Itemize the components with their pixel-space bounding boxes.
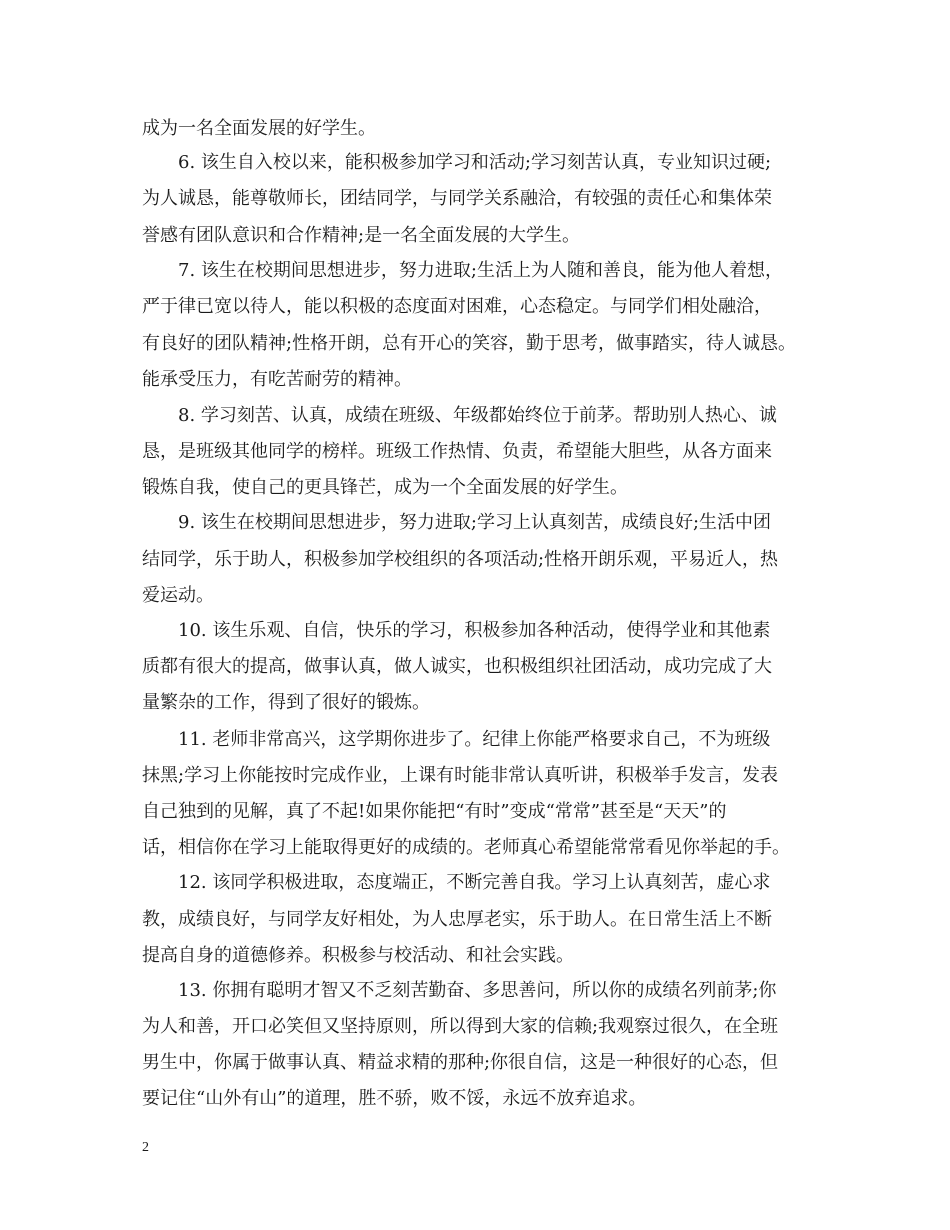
- comment-8-line: 8. 学习刻苦、认真，成绩在班级、年级都始终位于前茅。帮助别人热心、诚: [178, 405, 777, 426]
- comment-10-line: 10. 该生乐观、自信，快乐的学习，积极参加各种活动，使得学业和其他素: [178, 620, 771, 641]
- text-line: 要记住“山外有山”的道理，胜不骄，败不馁，永远不放弃追求。: [142, 1088, 647, 1109]
- text-line: 抹黑;学习上你能按时完成作业，上课有时能非常认真听讲，积极举手发言，发表: [142, 765, 779, 786]
- text-line: 结同学，乐于助人，积极参加学校组织的各项活动;性格开朗乐观，平易近人，热: [142, 549, 779, 570]
- comment-7-line: 7. 该生在校期间思想进步，努力进取;生活上为人随和善良，能为他人着想，: [178, 260, 783, 281]
- text-line: 质都有很大的提高，做事认真，做人诚实，也积极组织社团活动，成功完成了大: [142, 656, 772, 677]
- comment-12-line: 12. 该同学积极进取，态度端正，不断完善自我。学习上认真刻苦，虚心求: [178, 872, 771, 893]
- comment-6-line: 6. 该生自入校以来，能积极参加学习和活动;学习刻苦认真，专业知识过硬;: [178, 152, 772, 173]
- comment-11-line: 11. 老师非常高兴，这学期你进步了。纪律上你能严格要求自己，不为班级: [178, 729, 771, 750]
- text-line: 男生中，你属于做事认真、精益求精的那种;你很自信，这是一种很好的心态，但: [142, 1052, 779, 1073]
- text-line: 锻炼自我，使自己的更具锋芒，成为一个全面发展的好学生。: [142, 477, 628, 498]
- text-line: 爱运动。: [142, 585, 214, 606]
- text-line: 教，成绩良好，与同学友好相处，为人忠厚老实，乐于助人。在日常生活上不断: [142, 909, 772, 930]
- comment-9-line: 9. 该生在校期间思想进步，努力进取;学习上认真刻苦，成绩良好;生活中团: [178, 512, 772, 533]
- comment-13-line: 13. 你拥有聪明才智又不乏刻苦勤奋、多思善问，所以你的成绩名列前茅;你: [178, 980, 777, 1001]
- text-line: 严于律已宽以待人，能以积极的态度面对困难，心态稳定。与同学们相处融洽，: [142, 296, 772, 317]
- text-line: 为人和善，开口必笑但又坚持原则，所以得到大家的信赖;我观察过很久，在全班: [142, 1016, 779, 1037]
- text-line: 为人诚恳，能尊敬师长，团结同学，与同学关系融洽，有较强的责任心和集体荣: [142, 188, 772, 209]
- text-line: 能承受压力，有吃苦耐劳的精神。: [142, 369, 412, 390]
- text-line: 自己独到的见解，真了不起!如果你能把“有时”变成“常常”甚至是“天天”的: [142, 801, 727, 822]
- page-number: 2: [142, 1140, 149, 1155]
- text-line: 有良好的团队精神;性格开朗，总有开心的笑容，勤于思考，做事踏实，待人诚恳。: [142, 333, 797, 354]
- text-line: 誉感有团队意识和合作精神;是一名全面发展的大学生。: [142, 225, 581, 246]
- text-line: 话，相信你在学习上能取得更好的成绩的。老师真心希望能常常看见你举起的手。: [142, 837, 790, 858]
- text-line: 提高自身的道德修养。积极参与校活动、和社会实践。: [142, 945, 574, 966]
- text-line: 成为一名全面发展的好学生。: [142, 118, 376, 139]
- text-line: 恳，是班级其他同学的榜样。班级工作热情、负责，希望能大胆些，从各方面来: [142, 441, 772, 462]
- text-line: 量繁杂的工作，得到了很好的锻炼。: [142, 692, 430, 713]
